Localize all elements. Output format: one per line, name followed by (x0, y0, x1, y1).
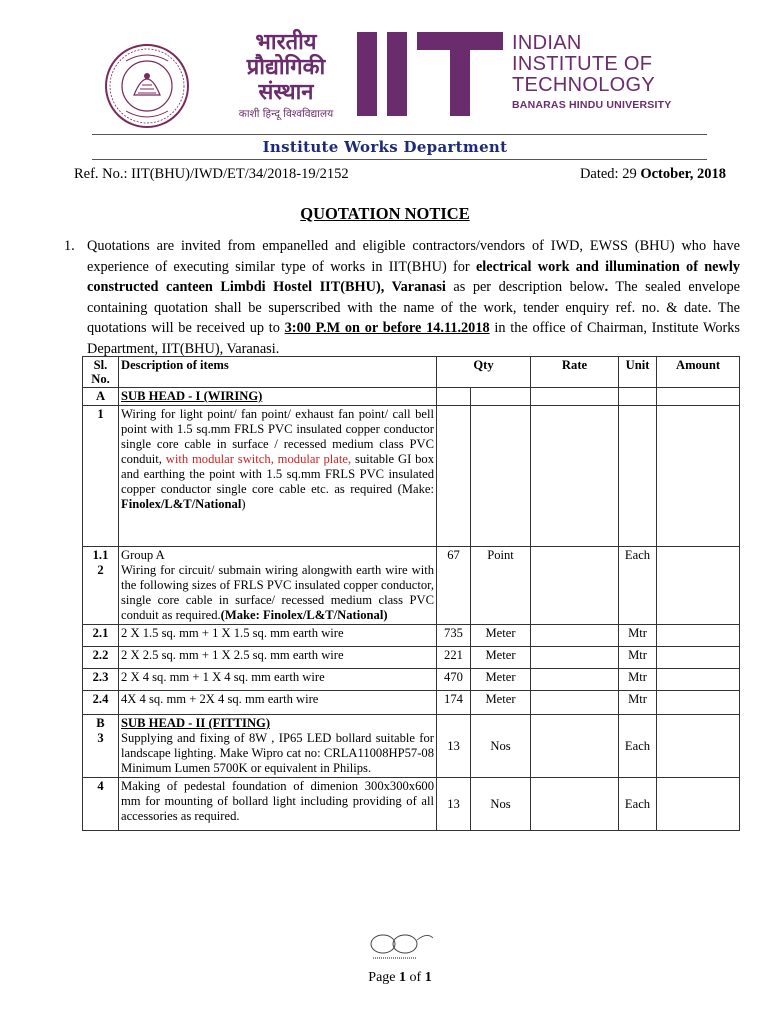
empty-cell (657, 625, 740, 647)
item-4-no: 4 (83, 778, 119, 831)
item-3-description: Supplying and fixing of 8W , IP65 LED bollard suitable for landscape lighting. Make Wipro cat no: CRLA11008HP57-08 Minimum Lumen 5700K or equivalent in Philips. (121, 731, 434, 775)
paragraph-bold-work-name: electrical work and illumination of newly constructed canteen Limbdi Hostel IIT(BHU), Varanasi (87, 258, 740, 295)
item-1-1-description: Group A (121, 548, 165, 562)
reference-number: Ref. No.: IIT(BHU)/IWD/ET/34/2018-19/2152 (74, 166, 349, 182)
hindi-university-name: काशी हिन्दू विश्वविद्यालय (238, 108, 334, 120)
header-description: Description of items (119, 357, 437, 388)
item-2-make: (Make: Finolex/L&T/National) (220, 608, 388, 622)
item-2-2-no: 2.2 (83, 647, 119, 669)
dated-line (580, 166, 726, 183)
table-row-item-1-1-and-2 (83, 547, 740, 625)
empty-cell (471, 406, 531, 547)
item-4-qty: 13 (437, 778, 471, 831)
page-prefix: Page (368, 970, 400, 985)
empty-cell (619, 406, 657, 547)
subhead-1-label: SUB HEAD - I (WIRING) (119, 388, 437, 406)
header-sl-no: Sl. No. (83, 357, 119, 388)
empty-cell (657, 691, 740, 715)
table-row (83, 625, 740, 647)
paragraph-text-3: The sealed envelope containing quotation shall be superscribed with the name of the work, tender enquiry ref. no. & date. The quotations will be received up to (87, 279, 740, 336)
paragraph-text-1: Quotations are invited from empanelled and eligible contractors/vendors of IWD, EWSS (BHU) who have experience of executing similar type of works in IIT(BHU) for (87, 238, 740, 275)
empty-cell (531, 388, 619, 406)
empty-cell (531, 778, 619, 831)
table-row (83, 647, 740, 669)
item-2-3-no: 2.3 (83, 669, 119, 691)
notice-paragraph (64, 236, 740, 359)
hindi-line-1: भारतीय (255, 30, 317, 55)
item-2-1-unit: Mtr (619, 625, 657, 647)
table-row (83, 669, 740, 691)
table-row-item-1 (83, 406, 740, 547)
page-number (0, 970, 770, 986)
paragraph-number: 1. (64, 238, 75, 254)
item-1-description (119, 406, 437, 547)
paragraph-bold-period: . (604, 279, 609, 295)
swachh-bharat-logo (355, 930, 435, 966)
page-current: 1 (399, 970, 407, 985)
english-line-2: INSTITUTE OF (512, 53, 653, 75)
empty-cell (437, 406, 471, 547)
header-divider (92, 134, 707, 135)
item-1-1-no: 1.1 (92, 548, 109, 562)
item-1-no: 1 (83, 406, 119, 547)
item-2-2-qty-unit: Meter (471, 647, 531, 669)
subhead-1-no: A (83, 388, 119, 406)
empty-cell (531, 691, 619, 715)
item-2-4-description: 4X 4 sq. mm + 2X 4 sq. mm earth wire (119, 691, 437, 715)
empty-cell (531, 647, 619, 669)
item-2-1-no: 2.1 (83, 625, 119, 647)
empty-cell (657, 778, 740, 831)
table-row-item-4 (83, 778, 740, 831)
subhead-2-and-item-3-description (119, 715, 437, 778)
item-2-4-qty: 174 (437, 691, 471, 715)
empty-cell (531, 547, 619, 625)
empty-cell (531, 715, 619, 778)
item-2-4-unit: Mtr (619, 691, 657, 715)
empty-cell (657, 388, 740, 406)
item-2-3-qty-unit: Meter (471, 669, 531, 691)
item-3-qty: 13 (437, 715, 471, 778)
item-2-4-qty-unit: Meter (471, 691, 531, 715)
paragraph-text-2: as per description below (445, 279, 605, 295)
header-rate: Rate (531, 357, 619, 388)
item-1-1-qty-unit: Point (471, 547, 531, 625)
item-2-2-qty: 221 (437, 647, 471, 669)
paragraph-deadline: 3:00 P.M on or before 14.11.2018 (284, 320, 490, 336)
item-2-4-no: 2.4 (83, 691, 119, 715)
item-3-unit: Each (619, 715, 657, 778)
table-row (83, 691, 740, 715)
item-2-1-qty-unit: Meter (471, 625, 531, 647)
subhead-2-label: SUB HEAD - II (FITTING) (121, 716, 271, 730)
dated-value: October, 2018 (640, 166, 726, 182)
empty-cell (657, 406, 740, 547)
item-1-1-unit: Each (619, 547, 657, 625)
item-4-unit: Each (619, 778, 657, 831)
hindi-institute-name (226, 30, 346, 121)
item-3-no: 3 (97, 731, 104, 745)
institute-seal-logo (104, 43, 190, 129)
header-amount: Amount (657, 357, 740, 388)
empty-cell (657, 647, 740, 669)
item-2-description (121, 563, 434, 623)
english-line-3: TECHNOLOGY (512, 74, 656, 96)
empty-cell (619, 388, 657, 406)
subhead-2-no: B (96, 716, 105, 730)
page-of: of (406, 970, 425, 985)
item-1-text-a: Wiring for light point/ fan point/ exhaust fan point/ call bell point with 1.5 sq.mm FRLS PVC insulated copper conductor single core cable in surface / recessed medium class PVC conduit, (121, 407, 434, 466)
english-university-name: BANARAS HINDU UNIVERSITY (512, 99, 672, 111)
subhead-2-and-item-3-no (83, 715, 119, 778)
page-total: 1 (424, 970, 432, 985)
item-1-make: Finolex/L&T/National (121, 497, 242, 511)
item-2-1-description: 2 X 1.5 sq. mm + 1 X 1.5 sq. mm earth wire (119, 625, 437, 647)
empty-cell (657, 669, 740, 691)
item-2-2-unit: Mtr (619, 647, 657, 669)
item-1-text-c: ) (241, 497, 246, 511)
empty-cell (437, 388, 471, 406)
empty-cell (531, 669, 619, 691)
english-line-1: INDIAN (512, 32, 582, 54)
item-1-1-and-2-no (83, 547, 119, 625)
quotation-table (82, 356, 740, 831)
item-2-3-qty: 470 (437, 669, 471, 691)
empty-cell (531, 625, 619, 647)
item-2-2-description: 2 X 2.5 sq. mm + 1 X 2.5 sq. mm earth wire (119, 647, 437, 669)
item-1-text-red: with modular switch, modular plate, (165, 452, 352, 466)
iit-logo (355, 32, 505, 116)
header-unit: Unit (619, 357, 657, 388)
item-2-3-description: 2 X 4 sq. mm + 1 X 4 sq. mm earth wire (119, 669, 437, 691)
empty-cell (531, 406, 619, 547)
notice-title: QUOTATION NOTICE (300, 204, 470, 223)
item-4-qty-unit: Nos (471, 778, 531, 831)
table-header-row (83, 357, 740, 388)
item-1-1-and-2-description (119, 547, 437, 625)
item-1-text-b: suitable GI box and earthing the point with 1.5 sq.mm FRLS PVC insulated copper conductor single core cable etc. as required (Make: (121, 452, 435, 496)
item-2-text: Wiring for circuit/ submain wiring alongwith earth wire with the following sizes of FRLS PVC insulated copper conductor, single core cable in surface/ recessed medium class PVC conduit as required. (121, 563, 434, 622)
empty-cell (657, 715, 740, 778)
table-row-subhead-1 (83, 388, 740, 406)
english-institute-name (512, 33, 671, 111)
item-1-1-qty: 67 (437, 547, 471, 625)
department-divider (92, 159, 707, 160)
table-row-subhead-2-item-3 (83, 715, 740, 778)
empty-cell (471, 388, 531, 406)
item-2-no: 2 (97, 563, 104, 577)
item-2-1-qty: 735 (437, 625, 471, 647)
paragraph-text-4: in the office of Chairman, Institute Works Department, IIT(BHU), Varanasi. (87, 320, 740, 357)
item-3-qty-unit: Nos (471, 715, 531, 778)
item-4-description: Making of pedestal foundation of dimenion 300x300x600 mm for mounting of bollard light including providing of all accessories as required. (119, 778, 437, 831)
dated-prefix: Dated: 29 (579, 166, 641, 182)
item-2-3-unit: Mtr (619, 669, 657, 691)
empty-cell (657, 547, 740, 625)
header-qty: Qty (437, 357, 531, 388)
hindi-line-2: प्रौद्योगिकी (246, 55, 326, 80)
paragraph-text (87, 236, 740, 359)
department-name: Institute Works Department (262, 138, 508, 156)
hindi-line-3: संस्थान (258, 80, 314, 105)
